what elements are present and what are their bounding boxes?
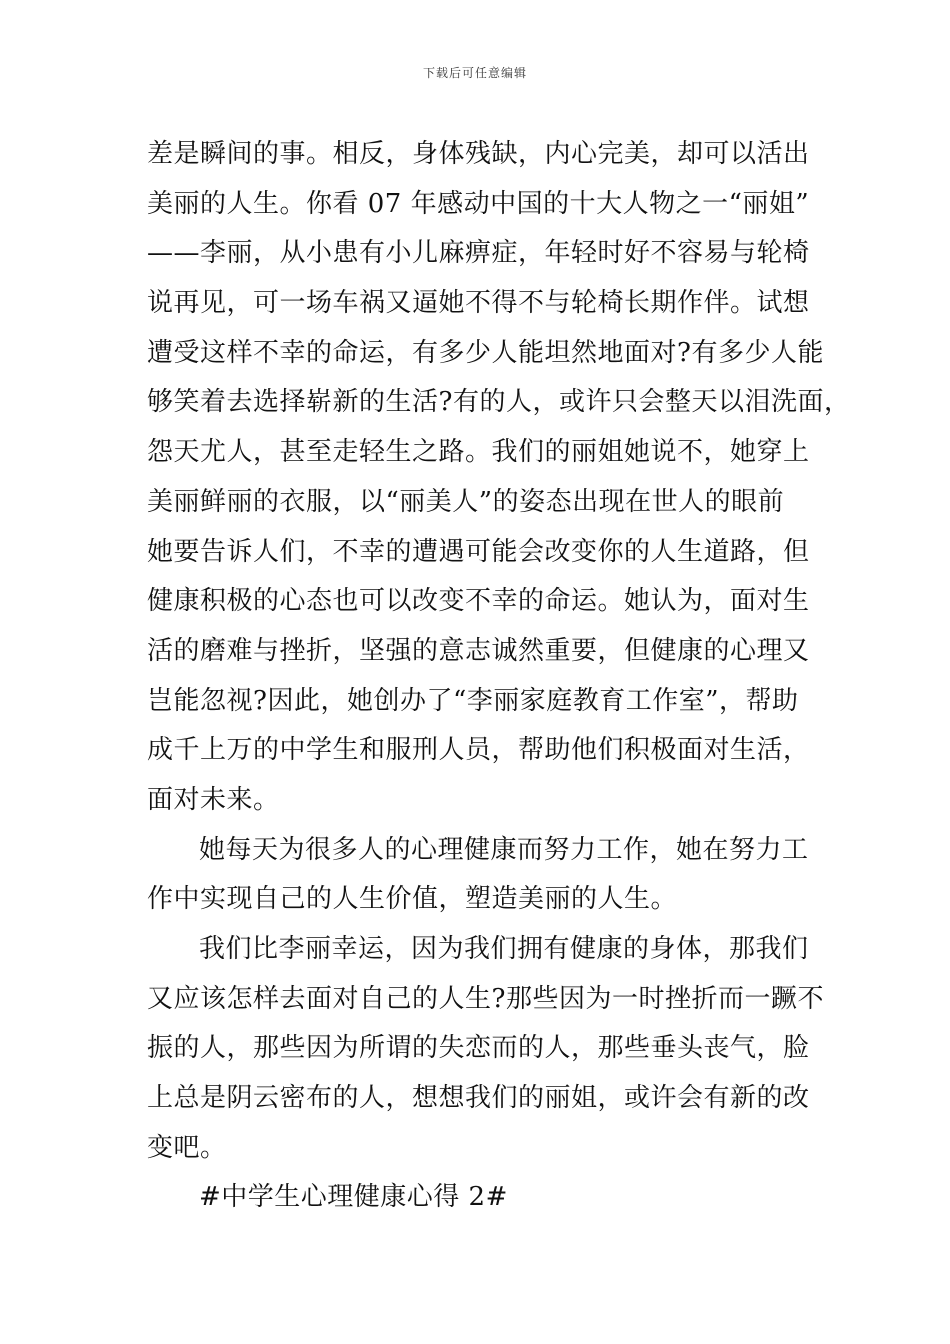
text-line: 说再见，可一场车祸又逼她不得不与轮椅长期作伴。试想 (147, 288, 810, 319)
text-line: 成千上万的中学生和服刑人员，帮助他们积极面对生活， (147, 735, 810, 766)
paragraph-start-line: 她每天为很多人的心理健康而努力工作，她在努力工 (199, 834, 809, 865)
text-line: 又应该怎样去面对自己的人生?那些因为一时挫折而一蹶不 (147, 983, 824, 1014)
text-line: 面对未来。 (147, 784, 280, 815)
document-body (147, 130, 851, 1223)
text-line: 活的磨难与挫折，坚强的意志诚然重要，但健康的心理又 (147, 635, 810, 666)
text-line: 她要告诉人们，不幸的遭遇可能会改变你的人生道路，但 (147, 536, 810, 567)
text-line: 变吧。 (147, 1132, 227, 1163)
text-line: 振的人，那些因为所谓的失恋而的人，那些垂头丧气，脸 (147, 1033, 810, 1064)
text-line: 差是瞬间的事。相反，身体残缺，内心完美，却可以活出 (147, 139, 810, 169)
text-line: 美丽的人生。你看 07 年感动中国的十大人物之一“丽姐” (147, 188, 810, 219)
text-line: 怨天尤人，甚至走轻生之路。我们的丽姐她说不，她穿上 (147, 437, 810, 468)
text-line: 遭受这样不幸的命运，有多少人能坦然地面对?有多少人能 (147, 337, 824, 368)
text-line: ——李丽，从小患有小儿麻痹症，年轻时好不容易与轮椅 (147, 238, 810, 269)
text-line: 够笑着去选择崭新的生活?有的人，或许只会整天以泪洗面， (147, 387, 851, 418)
paragraph-start-line: 我们比李丽幸运，因为我们拥有健康的身体，那我们 (199, 934, 809, 964)
page-header-note: 下载后可任意编辑 (422, 66, 527, 80)
text-line: 健康积极的心态也可以改变不幸的命运。她认为，面对生 (147, 586, 810, 617)
text-line: 作中实现自己的人生价值，塑造美丽的人生。 (147, 884, 678, 915)
text-line: 岂能忽视?因此，她创办了“李丽家庭教育工作室”，帮助 (147, 685, 799, 716)
text-line: 美丽鲜丽的衣服，以“丽美人”的姿态出现在世人的眼前 (147, 486, 785, 517)
section-heading: #中学生心理健康心得 2# (199, 1182, 508, 1213)
text-line: 上总是阴云密布的人，想想我们的丽姐，或许会有新的改 (147, 1083, 810, 1114)
